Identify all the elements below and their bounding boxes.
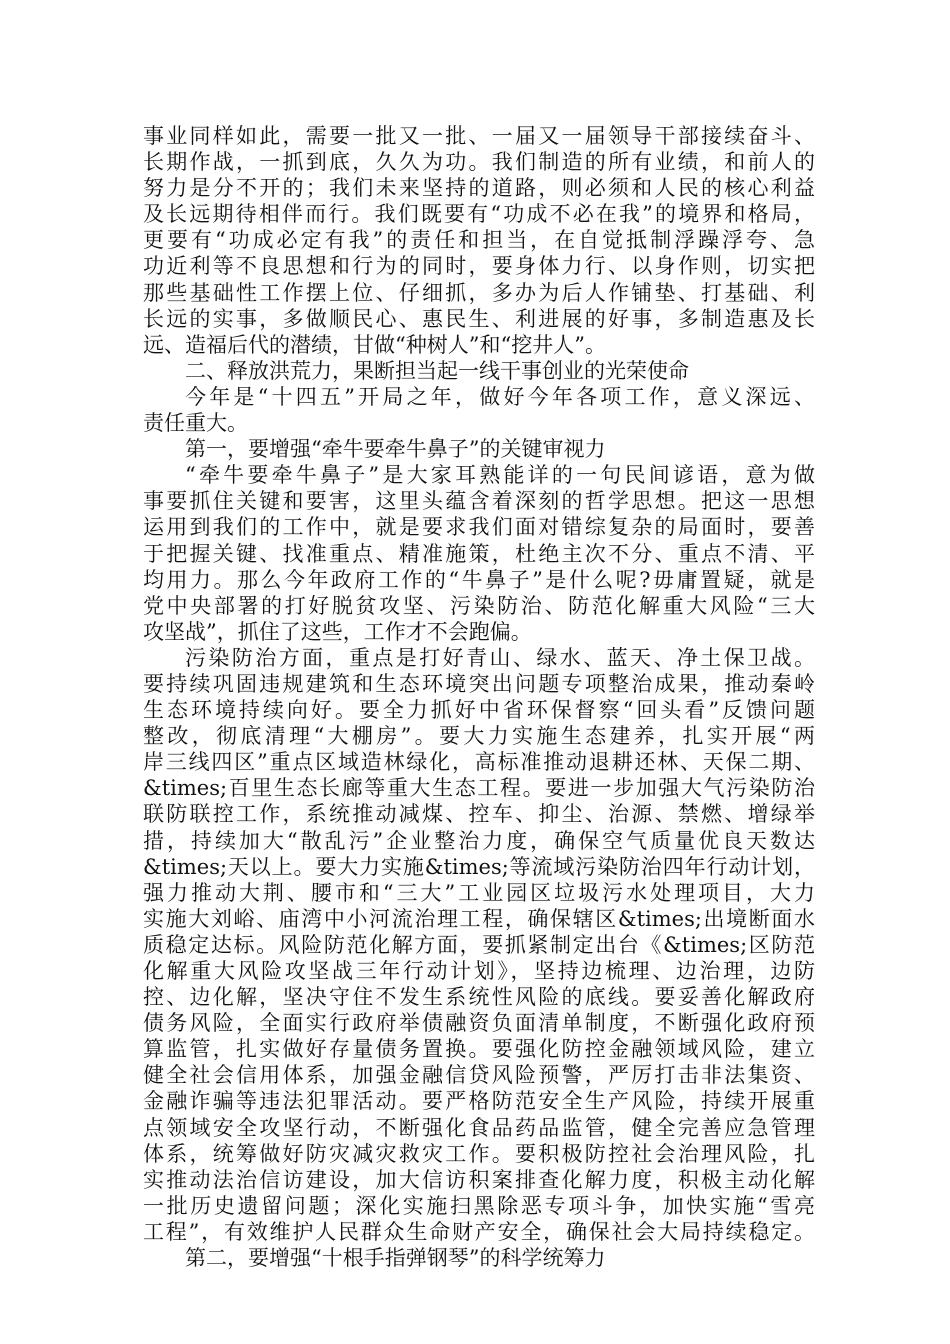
text-line: 及长远期待相伴而行。我们既要有“功成不必在我”的境界和格局， bbox=[143, 202, 815, 227]
text-line: 党中央部署的打好脱贫攻坚、污染防治、防范化解重大风险“三大 bbox=[143, 593, 815, 618]
text-line: 那些基础性工作摆上位、仔细抓，多办为后人作铺垫、打基础、利 bbox=[143, 280, 815, 305]
text-line: 质稳定达标。风险防范化解方面，要抓紧制定出台《&times;区防范 bbox=[143, 932, 815, 957]
text-line: 二、释放洪荒力，果断担当起一线干事创业的光荣使命 bbox=[185, 358, 689, 383]
text-line: 金融诈骗等违法犯罪活动。要严格防范安全生产风险，持续开展重 bbox=[143, 1089, 815, 1114]
text-line: 体系，统筹做好防灾减灾救灾工作。要积极防控社会治理风险，扎 bbox=[143, 1141, 815, 1166]
text-line: 一批历史遗留问题；深化实施扫黑除恶专项斗争，加快实施“雪亮 bbox=[143, 1193, 815, 1218]
text-line: 事要抓住关键和要害，这里头蕴含着深刻的哲学思想。把这一思想 bbox=[143, 489, 815, 514]
text-line: 联防联控工作，系统推动减煤、控车、抑尘、治源、禁燃、增绿举 bbox=[143, 802, 815, 827]
text-line: 均用力。那么今年政府工作的“牛鼻子”是什么呢?毋庸置疑，就是 bbox=[143, 567, 815, 592]
text-line: &times;天以上。要大力实施&times;等流域污染防治四年行动计划， bbox=[143, 854, 815, 879]
text-line: 点领域安全攻坚行动，不断强化食品药品监管，健全完善应急管理 bbox=[143, 1115, 815, 1140]
text-line: 岸三线四区”重点区域造林绿化，高标准推动退耕还林、天保二期、 bbox=[143, 750, 815, 775]
text-line: &times;百里生态长廊等重大生态工程。要进一步加强大气污染防治 bbox=[143, 776, 815, 801]
text-line: 生态环境持续向好。要全力抓好中省环保督察“回头看”反馈问题 bbox=[143, 698, 815, 723]
text-line: 第二，要增强“十根手指弹钢琴”的科学统筹力 bbox=[185, 1246, 606, 1271]
text-line: 要持续巩固违规建筑和生态环境突出问题专项整治成果，推动秦岭 bbox=[143, 671, 815, 696]
text-line: 于把握关键、找准重点、精准施策，杜绝主次不分、重点不清、平 bbox=[143, 541, 815, 566]
text-line: 攻坚战”，抓住了这些，工作才不会跑偏。 bbox=[143, 619, 532, 644]
text-line: 今年是“十四五”开局之年，做好今年各项工作，意义深远、 bbox=[185, 384, 815, 409]
text-line: 事业同样如此，需要一批又一批、一届又一届领导干部接续奋斗、 bbox=[143, 124, 815, 148]
text-line: 实推动法治信访建设，加大信访积案排查化解力度，积极主动化解 bbox=[143, 1167, 815, 1192]
text-line: 实施大刘峪、庙湾中小河流治理工程，确保辖区&times;出境断面水 bbox=[143, 906, 815, 931]
text-line: 债务风险，全面实行政府举债融资负面清单制度，不断强化政府预 bbox=[143, 1011, 815, 1036]
text-line: 运用到我们的工作中，就是要求我们面对错综复杂的局面时，要善 bbox=[143, 515, 815, 540]
text-line: 算监管，扎实做好存量债务置换。要强化防控金融领域风险，建立 bbox=[143, 1037, 815, 1062]
text-line: 责任重大。 bbox=[143, 411, 248, 436]
text-line: 控、边化解，坚决守住不发生系统性风险的底线。要妥善化解政府 bbox=[143, 985, 815, 1010]
text-line: 措，持续加大“散乱污”企业整治力度，确保空气质量优良天数达 bbox=[143, 828, 815, 853]
text-line: 化解重大风险攻坚战三年行动计划》，坚持边梳理、边治理，边防 bbox=[143, 959, 815, 983]
text-line: 整改，彻底清理“大棚房”。要大力实施生态建养，扎实开展“两 bbox=[143, 724, 815, 749]
text-line: 长期作战，一抓到底，久久为功。我们制造的所有业绩，和前人的 bbox=[143, 150, 815, 175]
text-line: 功近利等不良思想和行为的同时，要身体力行、以身作则，切实把 bbox=[143, 254, 815, 279]
text-line: 工程”，有效维护人民群众生命财产安全，确保社会大局持续稳定。 bbox=[143, 1219, 815, 1244]
text-line: 第一，要增强“牵牛要牵牛鼻子”的关键审视力 bbox=[185, 437, 606, 462]
text-line: 长远的实事，多做顺民心、惠民生、利进展的好事，多制造惠及长 bbox=[143, 306, 815, 331]
text-line: “牵牛要牵牛鼻子”是大家耳熟能详的一句民间谚语，意为做 bbox=[185, 463, 815, 488]
document-body bbox=[143, 123, 815, 1271]
text-line: 更要有“功成必定有我”的责任和担当，在自觉抵制浮躁浮夸、急 bbox=[143, 228, 815, 253]
text-line: 远、造福后代的潜绩，甘做“种树人”和“挖井人”。 bbox=[143, 332, 606, 357]
text-line: 努力是分不开的；我们未来坚持的道路，则必须和人民的核心利益 bbox=[143, 176, 815, 201]
text-line: 强力推动大荆、腰市和“三大”工业园区垃圾污水处理项目，大力 bbox=[143, 880, 815, 905]
text-line: 污染防治方面，重点是打好青山、绿水、蓝天、净土保卫战。 bbox=[185, 645, 815, 670]
text-line: 健全社会信用体系，加强金融信贷风险预警，严厉打击非法集资、 bbox=[143, 1063, 815, 1088]
